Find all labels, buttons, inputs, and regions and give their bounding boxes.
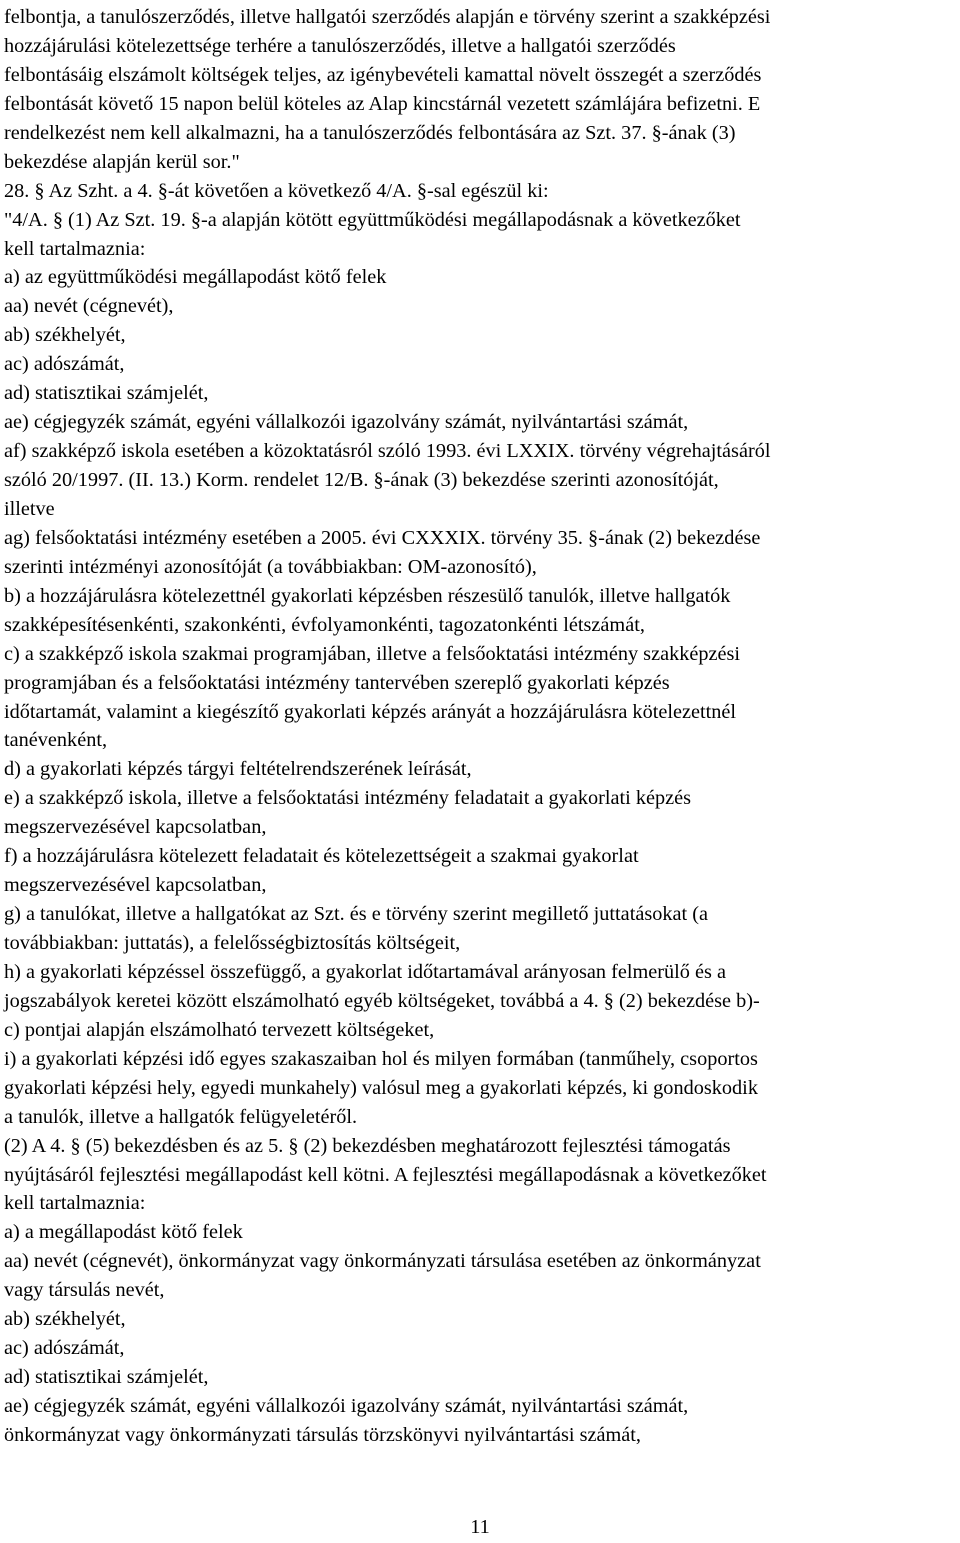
list-item: c) a szakképző iskola szakmai programjában, illetve a felsőoktatási intézmény szakképzési	[4, 642, 741, 665]
text-line: felbontását követő 15 napon belül köteles az Alap kincstárnál vezetett számlájára befizetni. E	[4, 92, 761, 115]
text-line: kell tartalmaznia:	[4, 237, 146, 260]
list-item: ae) cégjegyzék számát, egyéni vállalkozói igazolvány számát, nyilvántartási számát,	[4, 1395, 689, 1417]
text-line: illetve	[4, 497, 55, 520]
text-line: felbontja, a tanulószerződés, illetve hallgatói szerződés alapján e törvény szerint a szakképzési	[4, 6, 771, 28]
list-item: ac) adószámát,	[4, 1337, 125, 1360]
text-line: hozzájárulási kötelezettsége terhére a tanulószerződés, illetve a hallgatói szerződés	[4, 34, 676, 57]
list-item: ab) székhelyét,	[4, 324, 126, 347]
text-line: tanévenként,	[4, 729, 108, 752]
text-line: felbontásáig elszámolt költségek teljes, az igénybevételi kamattal növelt összegét a szerződés	[4, 63, 762, 86]
text-line: szóló 20/1997. (II. 13.) Korm. rendelet 12/B. §-ának (3) bekezdése szerinti azonosítóját,	[4, 469, 719, 491]
list-item: ag) felsőoktatási intézmény esetében a 2005. évi CXXXIX. törvény 35. §-ának (2) bekezdése	[4, 526, 761, 549]
list-item: a) a megállapodást kötő felek	[4, 1221, 243, 1244]
list-item: af) szakképző iskola esetében a közoktatásról szóló 1993. évi LXXIX. törvény végrehajtásáról	[4, 440, 771, 463]
text-line: megszervezésével kapcsolatban,	[4, 874, 267, 897]
text-line: vagy társulás nevét,	[4, 1279, 165, 1302]
list-item: i) a gyakorlati képzési idő egyes szakaszaiban hol és milyen formában (tanműhely, csoportos	[4, 1047, 758, 1070]
list-item: ae) cégjegyzék számát, egyéni vállalkozói igazolvány számát, nyilvántartási számát,	[4, 411, 689, 434]
list-item: d) a gyakorlati képzés tárgyi feltételrendszerének leírását,	[4, 758, 472, 781]
section-heading-28: 28. § Az Szht. a 4. §-át követően a következő 4/A. §-sal egészül ki:	[4, 179, 549, 202]
text-line: gyakorlati képzési hely, egyedi munkahely) valósul meg a gyakorlati képzés, ki gondoskodik	[4, 1076, 758, 1099]
text-line: kell tartalmaznia:	[4, 1192, 146, 1215]
text-line: szerinti intézményi azonosítóját (a továbbiakban: OM-azonosító),	[4, 555, 537, 578]
list-item: e) a szakképző iskola, illetve a felsőoktatási intézmény feladatait a gyakorlati képzés	[4, 787, 692, 810]
text-line: bekezdése alapján kerül sor."	[4, 150, 240, 173]
list-item: ad) statisztikai számjelét,	[4, 382, 209, 405]
text-line: programjában és a felsőoktatási intézmény tantervében szereplő gyakorlati képzés	[4, 671, 670, 694]
page-number: 11	[470, 1516, 490, 1538]
text-line: önkormányzat vagy önkormányzati társulás törzskönyvi nyilvántartási számát,	[4, 1423, 641, 1446]
text-line: szakképesítésenkénti, szakonkénti, évfolyamonkénti, tagozatonkénti létszámát,	[4, 613, 645, 636]
text-line: jogszabályok keretei között elszámolható egyéb költségeket, továbbá a 4. § (2) bekezdése b)-	[4, 989, 760, 1012]
text-line: időtartamát, valamint a kiegészítő gyakorlati képzés arányát a hozzájárulásra kötelezettnél	[4, 700, 737, 723]
text-line: rendelkezést nem kell alkalmazni, ha a tanulószerződés felbontására az Szt. 37. §-ának (3)	[4, 121, 736, 144]
list-item: ad) statisztikai számjelét,	[4, 1366, 209, 1389]
text-line: c) pontjai alapján elszámolható tervezett költségeket,	[4, 1018, 435, 1041]
list-item: aa) nevét (cégnevét), önkormányzat vagy önkormányzati társulása esetében az önkormányzat	[4, 1250, 761, 1273]
list-item: ac) adószámát,	[4, 353, 125, 376]
text-line: a tanulók, illetve a hallgatók felügyeletéről.	[4, 1105, 358, 1128]
list-item: a) az együttműködési megállapodást kötő felek	[4, 266, 387, 289]
list-item: g) a tanulókat, illetve a hallgatókat az Szt. és e törvény szerint megillető juttatásokat (a	[4, 903, 708, 926]
list-item: f) a hozzájárulásra kötelezett feladatait és kötelezettségeit a szakmai gyakorlat	[4, 845, 639, 868]
text-line: (2) A 4. § (5) bekezdésben és az 5. § (2) bekezdésben meghatározott fejlesztési támogatás	[4, 1134, 731, 1157]
document-body	[4, 3, 956, 1450]
text-line: megszervezésével kapcsolatban,	[4, 816, 267, 839]
list-item: aa) nevét (cégnevét),	[4, 295, 174, 318]
text-line: "4/A. § (1) Az Szt. 19. §-a alapján kötött együttműködési megállapodásnak a következőket	[4, 208, 741, 231]
text-line: nyújtásáról fejlesztési megállapodást kell kötni. A fejlesztési megállapodásnak a következőket	[4, 1163, 767, 1186]
document-page	[4, 0, 956, 1450]
list-item: b) a hozzájárulásra kötelezettnél gyakorlati képzésben részesülő tanulók, illetve hallgatók	[4, 584, 731, 607]
list-item: ab) székhelyét,	[4, 1308, 126, 1331]
text-line: továbbiakban: juttatás), a felelősségbiztosítás költségeit,	[4, 932, 461, 954]
list-item: h) a gyakorlati képzéssel összefüggő, a gyakorlat időtartamával arányosan felmerülő és a	[4, 960, 726, 983]
